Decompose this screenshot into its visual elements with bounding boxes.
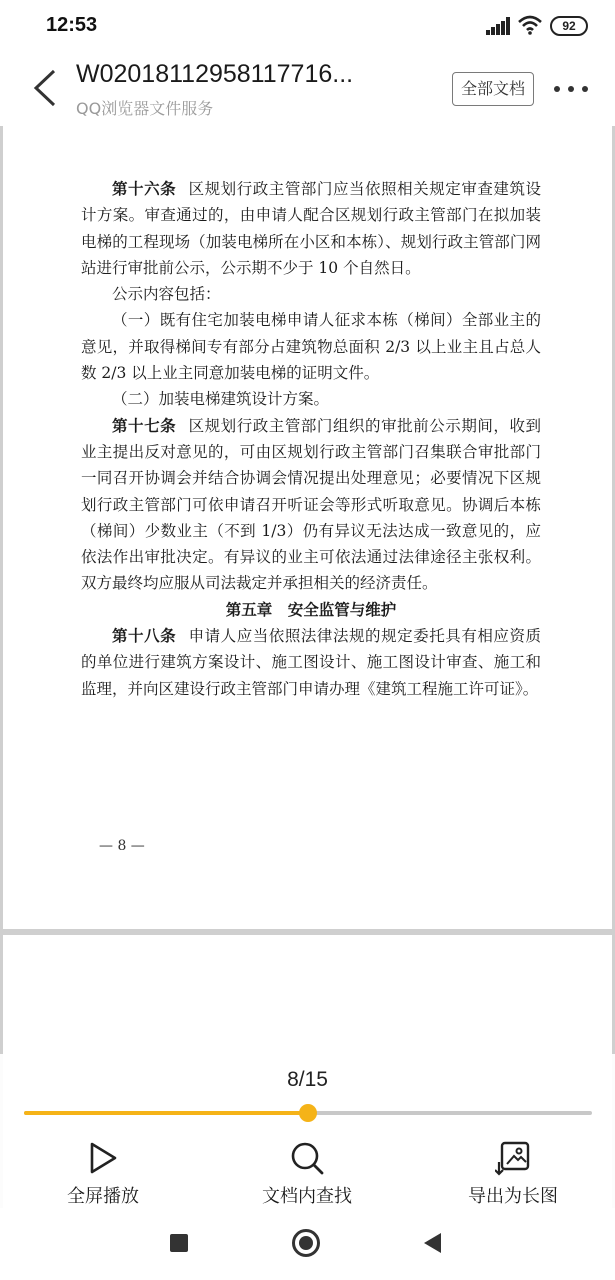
page-number: — 8 — bbox=[99, 838, 145, 854]
article-text: 区规划行政主管部门应当依照相关规定审查建筑设计方案。审查通过的，由申请人配合区规划行政主管部门在拟加装电梯的工程现场（加装电梯所在小区和本栋）、规划行政主管部门网站进行审批前公示，公示期不少于 10 个自然日。 bbox=[81, 180, 541, 277]
article-label: 第十七条 bbox=[112, 415, 177, 435]
signal-icon bbox=[486, 17, 512, 35]
body-paragraph: （一）既有住宅加装电梯申请人征求本栋（梯间）全部业主的意见，并取得梯间专有部分占建筑物总面积 2/3 以上业主且占总人数 2/3 以上业主同意加装电梯的证明文件。 bbox=[81, 311, 541, 383]
navigation-bar bbox=[0, 1208, 615, 1280]
export-long-image-label: 导出为长图 bbox=[468, 1186, 558, 1207]
find-in-document-label: 文档内查找 bbox=[262, 1186, 352, 1207]
progress-slider[interactable] bbox=[24, 1111, 592, 1115]
battery-icon bbox=[550, 16, 588, 36]
document-title: W02018112958117716... bbox=[76, 60, 354, 88]
status-time: 12:53 bbox=[46, 14, 98, 36]
article-label: 第十八条 bbox=[112, 626, 177, 646]
play-icon bbox=[86, 1140, 120, 1176]
title-bar bbox=[0, 54, 615, 126]
battery-level: 92 bbox=[562, 19, 576, 33]
export-long-image-button[interactable] bbox=[438, 1140, 588, 1208]
find-in-document-button[interactable] bbox=[232, 1140, 382, 1208]
body-paragraph: （二）加装电梯建筑设计方案。 bbox=[112, 390, 330, 409]
home-icon[interactable] bbox=[292, 1229, 320, 1257]
article-paragraph bbox=[81, 413, 541, 597]
article-paragraph bbox=[81, 176, 541, 281]
document-subtitle: QQ浏览器文件服务 bbox=[76, 99, 214, 118]
article-label: 第十六条 bbox=[112, 179, 177, 198]
fullscreen-play-label: 全屏播放 bbox=[67, 1186, 139, 1207]
back-triangle-icon[interactable] bbox=[424, 1233, 441, 1253]
back-icon[interactable] bbox=[30, 68, 60, 108]
fullscreen-play-button[interactable] bbox=[28, 1140, 178, 1208]
page-counter: 8/15 bbox=[287, 1068, 328, 1091]
document-text bbox=[81, 176, 541, 702]
progress-thumb[interactable] bbox=[299, 1104, 317, 1122]
body-paragraph: 公示内容包括： bbox=[112, 285, 221, 304]
progress-fill bbox=[24, 1111, 308, 1115]
export-image-icon bbox=[495, 1140, 531, 1176]
search-icon bbox=[289, 1140, 325, 1176]
all-documents-button[interactable]: 全部文档 bbox=[452, 72, 534, 106]
article-text: 申请人应当依照法律法规的规定委托具有相应资质的单位进行建筑方案设计、施工图设计、施工图设计审查、施工和监理，并向区建设行政主管部门申请办理《建筑工程施工许可证》。 bbox=[81, 627, 541, 698]
document-page bbox=[3, 126, 612, 929]
article-paragraph bbox=[81, 623, 541, 702]
recents-icon[interactable] bbox=[170, 1234, 188, 1252]
chapter-heading: 第五章 安全监管与维护 bbox=[225, 599, 397, 619]
article-text: 区规划行政主管部门组织的审批前公示期间，收到业主提出反对意见的，可由区规划行政主管部门召集联合审批部门一同召开协调会并结合协调会情况提出处理意见；必要情况下区规划行政主管部门可依申请召开听证会等形式听取意见。协调后本栋（梯间）少数业主（不到 1/3）仍有异议无法达成一致意见的，应依法作出审批决定。有异议的业主可依法通过法律途径主张权利。双方最终均应服从司法裁定并承担相关的经济责任。 bbox=[81, 416, 541, 593]
more-icon[interactable] bbox=[554, 86, 588, 94]
bottom-controls bbox=[0, 1054, 615, 1208]
status-bar bbox=[0, 0, 615, 54]
wifi-icon bbox=[518, 15, 542, 35]
